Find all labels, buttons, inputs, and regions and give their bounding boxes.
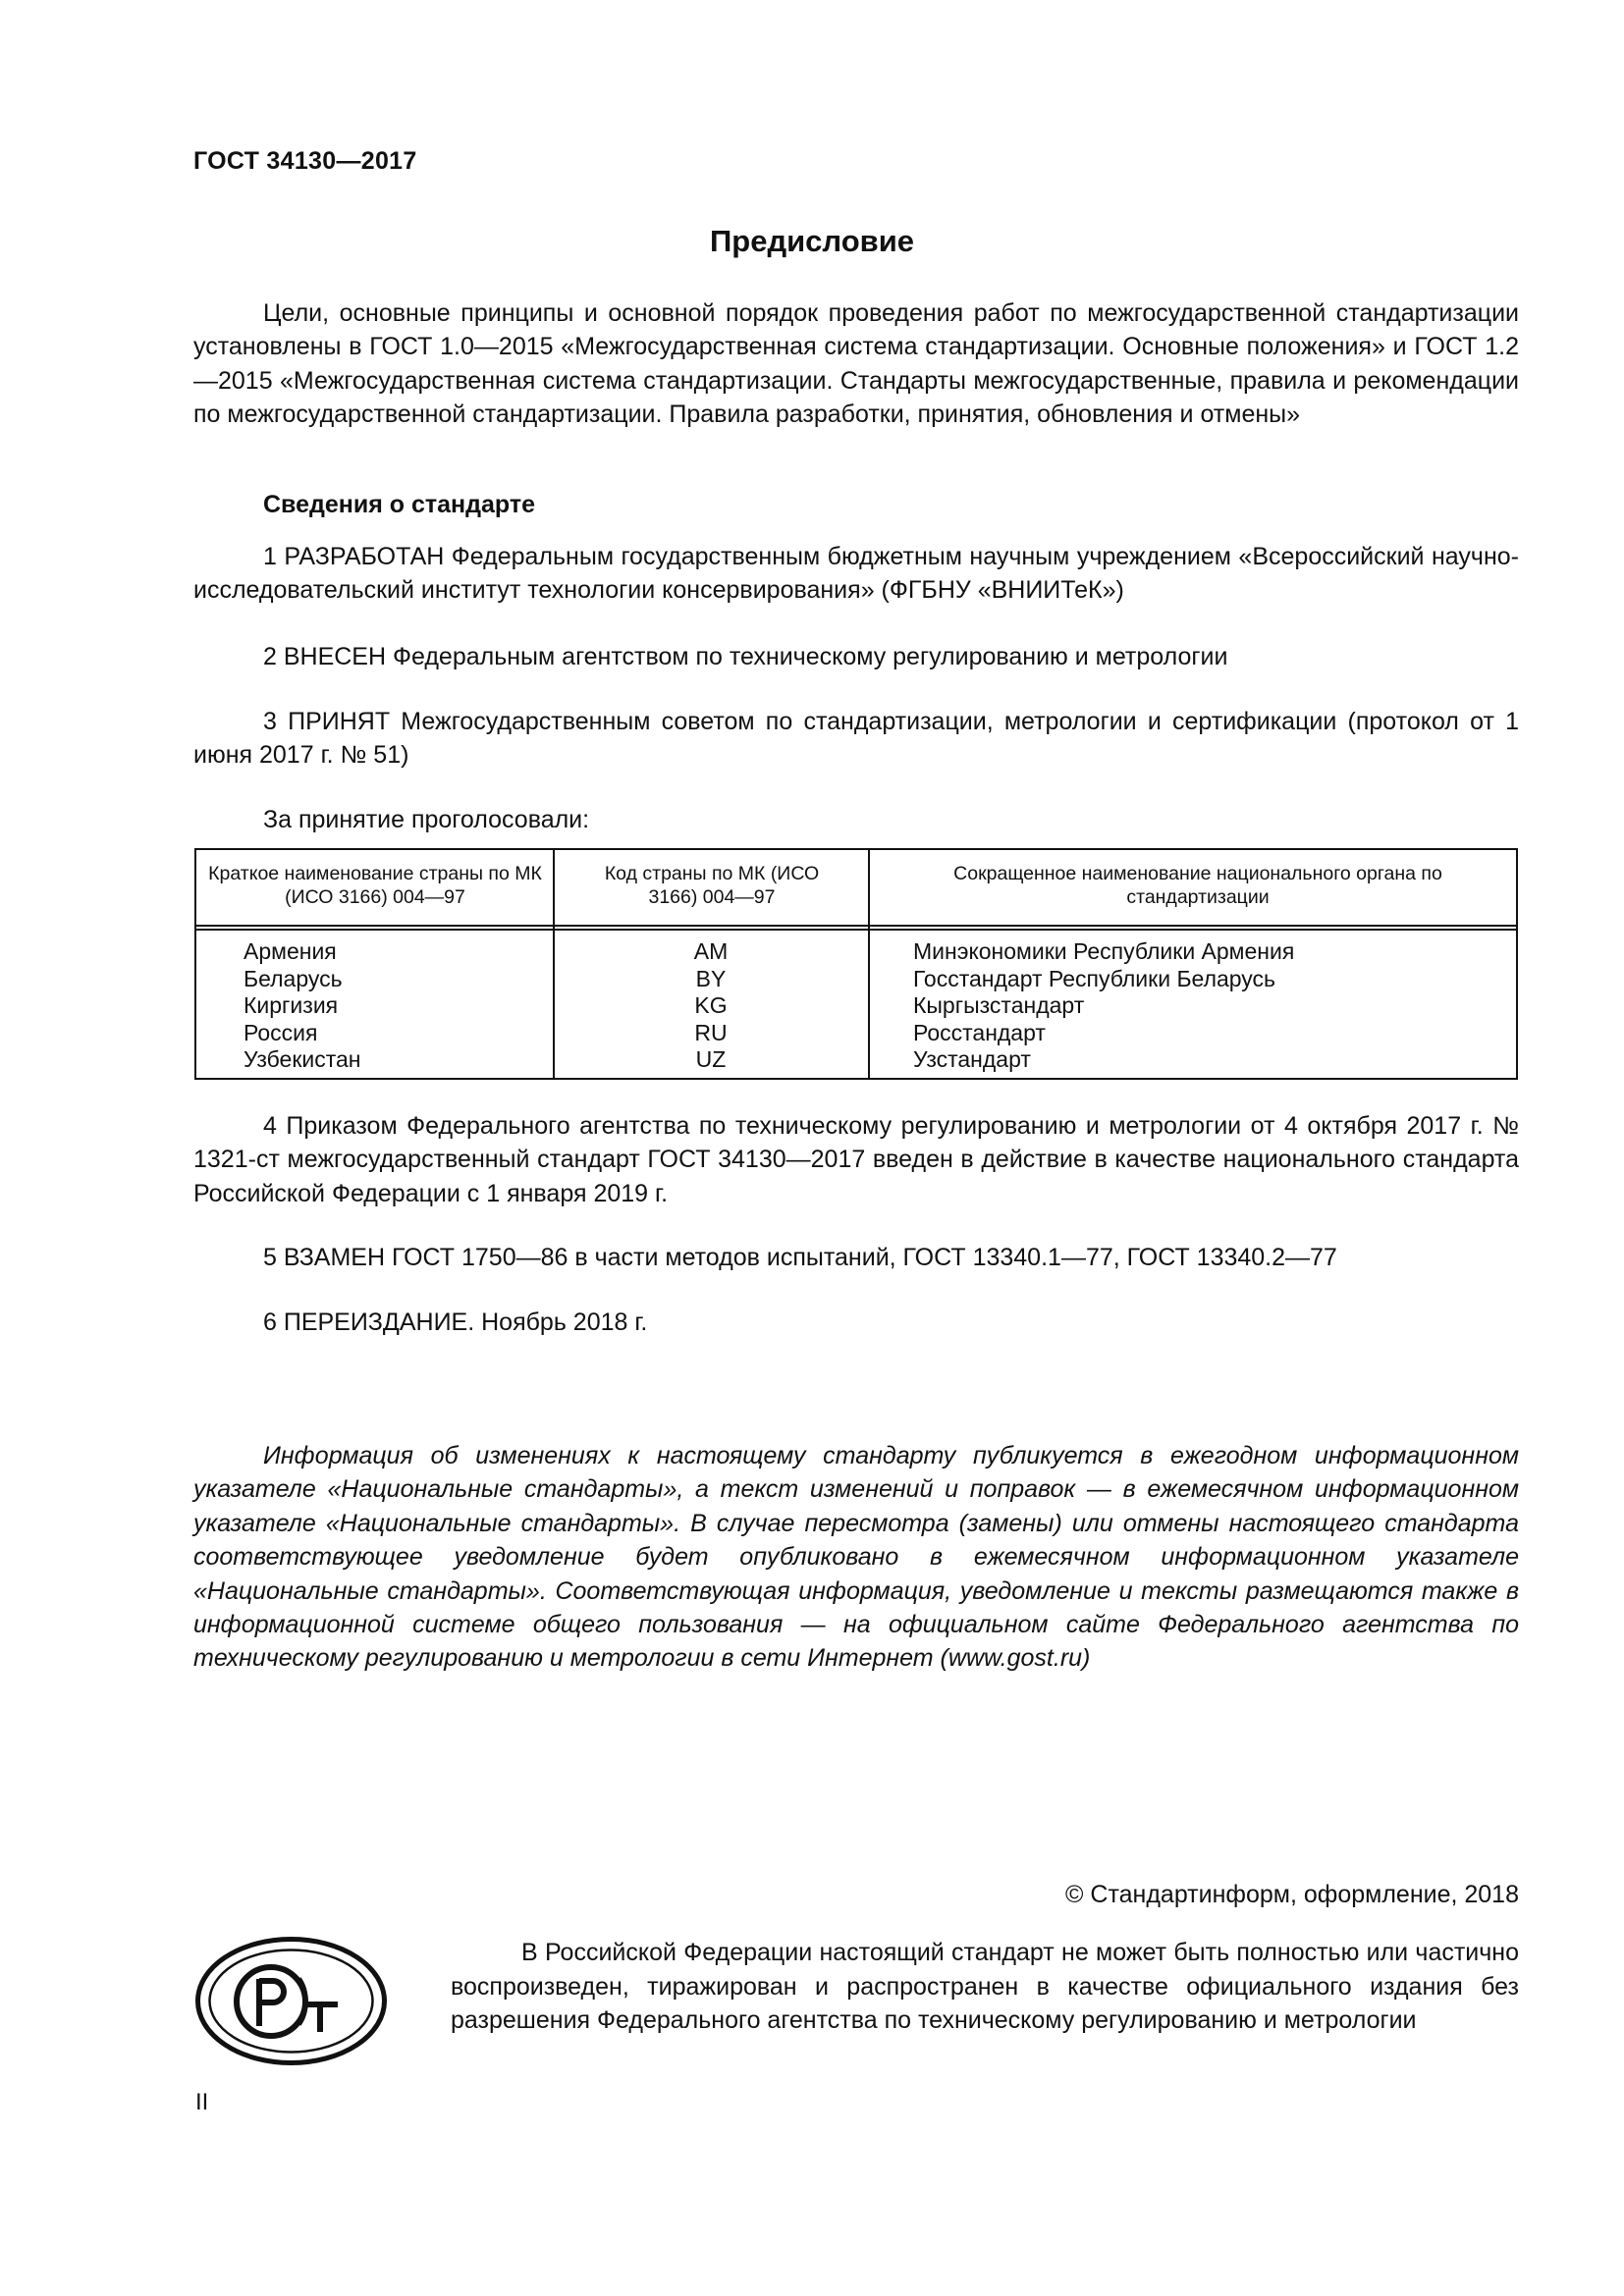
item-enacted: 4 Приказом Федерального агентства по техническому регулированию и метрологии от 4 октября 2017 г. № 1321-ст межгосударственный стандарт ГОСТ 34130—2017 введен в действие в качестве национального стандарта Российской Федерации с 1 января 2019 г. <box>193 1112 1519 1207</box>
table-col-country <box>244 938 361 1074</box>
table-header-divider <box>196 929 1516 931</box>
table-header-divider <box>196 925 1516 927</box>
table-cell: Кыргызстандарт <box>913 992 1085 1019</box>
table-header-code: Код страны по МК (ИСО 3166) 004—97 <box>604 863 820 908</box>
table-col-divider <box>868 850 870 1078</box>
item-developed: 1 РАЗРАБОТАН Федеральным государственным бюджетным научным учреждением «Всероссийский научно-исследовательский институт технологии консервирования» (ФГБНУ «ВНИИТеК») <box>193 543 1519 605</box>
table-cell: Узбекистан <box>244 1046 361 1073</box>
item-reissue: 6 ПЕРЕИЗДАНИЕ. Ноябрь 2018 г. <box>263 1308 648 1336</box>
item-replaces: 5 ВЗАМЕН ГОСТ 1750—86 в части методов испытаний, ГОСТ 13340.1—77, ГОСТ 13340.2—77 <box>263 1244 1337 1271</box>
reproduction-rights-notice: В Российской Федерации настоящий стандарт не может быть полностью или частично воспроизведен, тиражирован и распространен в качестве официального издания без разрешения Федерального агентства по техническому регулированию и метрологии <box>451 1939 1519 2034</box>
voting-countries-table <box>194 848 1518 1080</box>
intro-paragraph: Цели, основные принципы и основной порядок проведения работ по межгосударственной стандартизации установлены в ГОСТ 1.0—2015 «Межгосударственная система стандартизации. Основные положения» и ГОСТ 1.2—2015 «Межгосударственная система стандартизации. Стандарты межгосударственные, правила и рекомендации по межгосударственной стандартизации. Правила разработки, принятия, обновления и отмены» <box>193 299 1519 429</box>
page-title: Предисловие <box>709 224 914 258</box>
voted-label: За принятие проголосовали: <box>263 806 590 833</box>
table-col-code <box>555 938 867 1074</box>
table-cell: RU <box>694 1019 728 1045</box>
item-adopted: 3 ПРИНЯТ Межгосударственным советом по стандартизации, метрологии и сертификации (протокол от 1 июня 2017 г. № 51) <box>193 708 1519 770</box>
table-header-authority: Сокращенное наименование национального органа по стандартизации <box>953 863 1442 908</box>
section-heading: Сведения о стандарте <box>263 491 536 518</box>
gost-r-certification-logo-icon <box>194 1936 388 2066</box>
table-cell: Госстандарт Республики Беларусь <box>913 965 1276 991</box>
table-cell: Узстандарт <box>913 1046 1031 1073</box>
table-cell: BY <box>695 965 727 991</box>
copyright-line: © Стандартинформ, оформление, 2018 <box>1065 1881 1519 1908</box>
table-col-authority <box>913 938 1294 1074</box>
table-cell: Россия <box>244 1019 318 1045</box>
table-cell: Беларусь <box>244 965 343 991</box>
table-cell: AM <box>693 938 729 964</box>
table-cell: Росстандарт <box>913 1019 1046 1045</box>
table-cell: Армения <box>244 938 337 964</box>
table-cell: UZ <box>695 1046 727 1073</box>
page-number: II <box>195 2089 209 2115</box>
table-cell: Киргизия <box>244 992 339 1019</box>
table-cell: Минэкономики Республики Армения <box>913 938 1295 964</box>
table-cell: KG <box>694 992 728 1019</box>
item-submitted: 2 ВНЕСЕН Федеральным агентством по техническому регулированию и метрологии <box>263 643 1228 670</box>
document-code: ГОСТ 34130—2017 <box>193 147 417 175</box>
table-header-country: Краткое наименование страны по МК (ИСО 3166) 004—97 <box>208 863 542 908</box>
amendments-info-notice: Информация об изменениях к настоящему стандарту публикуется в ежегодном информационном указателе «Национальные стандарты», а текст изменений и поправок — в ежемесячном информационном указателе «Национальные стандарты». В случае пересмотра (замены) или отмены настоящего стандарта соответствующее уведомление будет опубликовано в ежемесячном информационном указателе «Национальные стандарты». Соответствующая информация, уведомление и тексты размещаются также в информационной системе общего пользования — на официальном сайте Федерального агентства по техническому регулированию и метрологии в сети Интернет (www.gost.ru) <box>193 1442 1519 1673</box>
